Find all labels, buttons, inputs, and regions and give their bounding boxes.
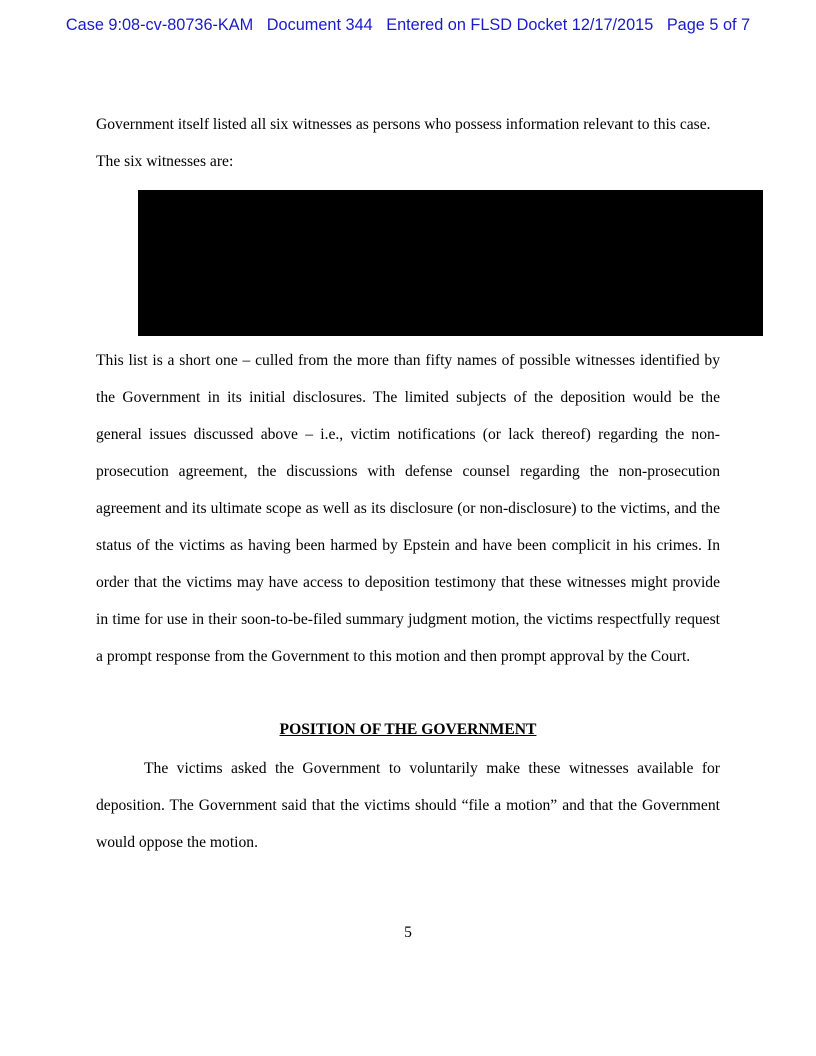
page-number: 5 [404,924,412,941]
paragraph-witnesses-intro: Government itself listed all six witnesses as persons who possess information relevant to this case. The six witnesses are: [96,116,711,170]
paragraph-government-position: The victims asked the Government to voluntarily make these witnesses available for deposition. The Government said that the victims should “file a motion” and that the Government would oppose the motion. [96,760,720,851]
docket-header: Case 9:08-cv-80736-KAM Document 344 Entered on FLSD Docket 12/17/2015 Page 5 of 7 [65,16,751,34]
redaction-block [138,190,763,336]
section-heading: POSITION OF THE GOVERNMENT [279,721,537,738]
paragraph-witness-list-explanation: This list is a short one – culled from the more than fifty names of possible witnesses identified by the Government in its initial disclosures. The limited subjects of the deposition would be the general issues discussed above – i.e., victim notifications (or lack thereof) regarding the non-prosecution agreement, the discussions with defense counsel regarding the non-prosecution agreement and its ultimate scope as well as its disclosure (or non-disclosure) to the victims, and the status of the victims as having been harmed by Epstein and have been complicit in his crimes. In order that the victims may have access to deposition testimony that these witnesses might provide in time for use in their soon-to-be-filed summary judgment motion, the victims respectfully request a prompt response from the Government to this motion and then prompt approval by the Court. [96,352,720,665]
